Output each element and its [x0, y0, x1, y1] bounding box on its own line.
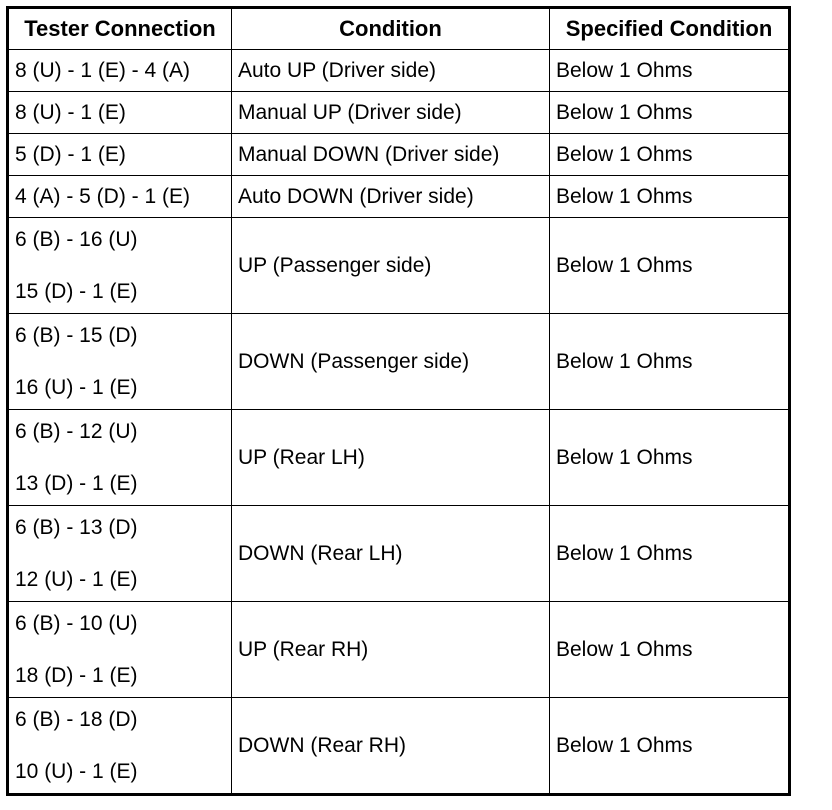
specified-condition-cell: Below 1 Ohms	[550, 218, 790, 314]
tester-connection-line: 6 (B) - 16 (U)	[15, 227, 138, 251]
tester-connection-cell	[8, 602, 232, 698]
tester-connection-line: 6 (B) - 18 (D)	[15, 707, 138, 731]
header-row	[8, 8, 790, 50]
specified-condition-cell: Below 1 Ohms	[550, 506, 790, 602]
tester-connection-line: 15 (D) - 1 (E)	[15, 279, 138, 303]
specified-condition-cell: Below 1 Ohms	[550, 176, 790, 218]
condition-cell: Manual DOWN (Driver side)	[232, 134, 550, 176]
tester-connection-line: 6 (B) - 10 (U)	[15, 611, 138, 635]
tester-connection-table	[6, 6, 791, 796]
table-row	[8, 176, 790, 218]
tester-connection-cell	[8, 410, 232, 506]
condition-cell: DOWN (Passenger side)	[232, 314, 550, 410]
tester-connection-cell	[8, 506, 232, 602]
condition-cell: DOWN (Rear LH)	[232, 506, 550, 602]
condition-cell: Auto DOWN (Driver side)	[232, 176, 550, 218]
specified-condition-cell: Below 1 Ohms	[550, 134, 790, 176]
tester-connection-cell	[8, 698, 232, 795]
condition-cell: Auto UP (Driver side)	[232, 50, 550, 92]
tester-connection-line: 16 (U) - 1 (E)	[15, 375, 138, 399]
tester-connection-line: 13 (D) - 1 (E)	[15, 471, 138, 495]
tester-connection-cell	[8, 92, 232, 134]
tester-connection-line: 5 (D) - 1 (E)	[15, 142, 126, 166]
tester-connection-line: 12 (U) - 1 (E)	[15, 567, 138, 591]
tester-connection-line: 6 (B) - 15 (D)	[15, 323, 138, 347]
tester-connection-line: 18 (D) - 1 (E)	[15, 663, 138, 687]
table-row	[8, 410, 790, 506]
tester-connection-line: 6 (B) - 12 (U)	[15, 419, 138, 443]
tester-connection-line: 8 (U) - 1 (E)	[15, 100, 126, 124]
tester-connection-cell	[8, 314, 232, 410]
header-condition: Condition	[232, 8, 550, 50]
table-row	[8, 698, 790, 795]
condition-cell: UP (Rear LH)	[232, 410, 550, 506]
condition-cell: UP (Rear RH)	[232, 602, 550, 698]
table-row	[8, 506, 790, 602]
tester-connection-cell	[8, 218, 232, 314]
specified-condition-cell: Below 1 Ohms	[550, 698, 790, 795]
tester-connection-line: 4 (A) - 5 (D) - 1 (E)	[15, 184, 191, 208]
table-row	[8, 134, 790, 176]
condition-cell: DOWN (Rear RH)	[232, 698, 550, 795]
specified-condition-cell: Below 1 Ohms	[550, 50, 790, 92]
header-specified-condition: Specified Condition	[550, 8, 790, 50]
table-row	[8, 602, 790, 698]
table-row	[8, 92, 790, 134]
table-row	[8, 50, 790, 92]
tester-connection-cell	[8, 176, 232, 218]
specified-condition-cell: Below 1 Ohms	[550, 92, 790, 134]
specified-condition-cell: Below 1 Ohms	[550, 314, 790, 410]
condition-cell: Manual UP (Driver side)	[232, 92, 550, 134]
tester-connection-line: 10 (U) - 1 (E)	[15, 759, 138, 783]
tester-connection-line: 6 (B) - 13 (D)	[15, 515, 138, 539]
condition-cell: UP (Passenger side)	[232, 218, 550, 314]
header-tester-connection: Tester Connection	[8, 8, 232, 50]
table-row	[8, 314, 790, 410]
specified-condition-cell: Below 1 Ohms	[550, 602, 790, 698]
specified-condition-cell: Below 1 Ohms	[550, 410, 790, 506]
tester-connection-cell	[8, 50, 232, 92]
table-row	[8, 218, 790, 314]
tester-connection-cell	[8, 134, 232, 176]
tester-connection-line: 8 (U) - 1 (E) - 4 (A)	[15, 58, 191, 82]
